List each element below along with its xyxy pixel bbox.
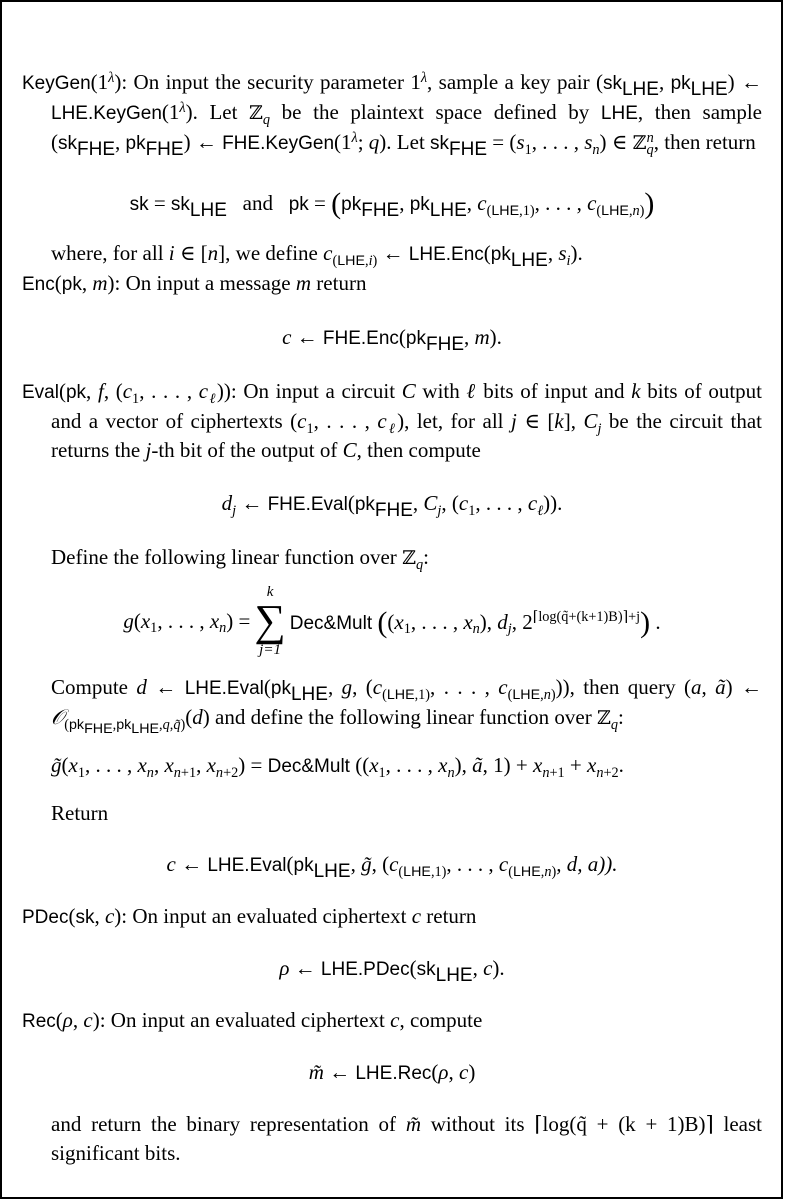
eval-return-text: Return [51,801,109,825]
eval-compute-text: Compute d ← $LHE.Eval(pk_{LHE}$, g, ($c_{(LHE,1)}$, . . . , $c_{(LHE,n)}$)), then query (a, ã) ← 𝒪$_{(pk_{FHE},pk_{LHE},q,q̃)}$(d) and define the following linear function over ℤ$_q$: [51,675,763,738]
eval-final-formula: c ← $LHE.Eval(pk_{LHE}$, g̃, ($c_{(LHE,1)}$, . . . , $c_{(LHE,n)}$, d, a)). [166,852,618,883]
keygen-paragraph: $KeyGen(1^\lambda)$: On input the security parameter $1^\lambda$, sample a key pair ($sk_{LHE}$, $pk_{LHE}$) ← $LHE.KeyGen(1^\lambda)$. Let ℤ$_q$ be the plaintext space defined by LHE, then sample ($sk_{FHE}$, $pk_{FHE}$) ← $FHE.KeyGen(1^\lambda$; q). Let $sk_{FHE} = (s_1$, . . . , $s_n$) ∈ ℤ$_q^n$, then return [22,69,763,161]
rec-name: Rec [22,1011,56,1032]
enc-formula: c ← $FHE.Enc(pk_{FHE}$, m). [282,325,502,356]
g-tilde-formula: $g̃(x_1$, . . . , $x_n$, $x_{n+1}$, $x_{n+2}$) = Dec&Mult (($x_1$, . . . , $x_n$), ã, $1) + x_{n+1} + x_{n+2}$. [51,753,624,781]
keygen-where-text: where, for all i ∈ [n], we define $c_{(LHE,i)}$ ← $LHE.Enc(pk_{LHE}$, $s_i$). [51,241,583,272]
g-function-formula: $g(x_1$, . . . , $x_n$) = k ∑ j=1 Dec&Mult (($x_1$, . . . , $x_n$), $d_j$, $2^{⌈log(q̃+(k+1)B)⌉+j}$) . [123,584,661,658]
eval-paragraph: Eval(pk, f, ($c_1$, . . . , $c_\ell$)): On input a circuit C with ℓ bits of input and k bits of output and a vector of ciphertexts ($c_1$, . . . , $c_\ell$), let, for all j ∈ [k], $C_j$ be the circuit that returns the j-th bit of the output of C, then compute [22,379,763,462]
eval-define-text: Define the following linear function over ℤ$_q$: [51,545,429,573]
rec-paragraph: Rec(ρ, c): On input an evaluated ciphertext c, compute [22,1008,483,1032]
pdec-formula: ρ ← $LHE.PDec(sk_{LHE}$, c). [279,956,505,987]
rec-final-text: and return the binary representation of m̃ without its ⌈log(q̃ + (k + 1)B)⌉ least significant bits. [51,1112,762,1165]
enc-name: Enc [22,274,55,295]
enc-paragraph: Enc(pk, m): On input a message m return [22,271,367,295]
eval-name: Eval [22,382,59,403]
keygen-return-formula: sk = $sk_{LHE}$ and pk = ($pk_{FHE}$, $pk_{LHE}$, $c_{(LHE,1)}$, . . . , $c_{(LHE,n)}$) [129,187,655,222]
keygen-name: KeyGen [22,73,91,94]
pdec-paragraph: PDec(sk, c): On input an evaluated ciphertext c return [22,904,477,928]
rec-formula: m̃ ← LHE.Rec(ρ, c) [308,1060,476,1084]
algorithm-content [22,68,762,1168]
pdec-name: PDec [22,907,69,928]
sum-operator: k ∑ j=1 [254,584,286,658]
eval-dj-formula: $d_j$ ← $FHE.Eval(pk_{FHE}$, $C_j$, ($c_1$, . . . , $c_\ell$)). [221,491,563,522]
